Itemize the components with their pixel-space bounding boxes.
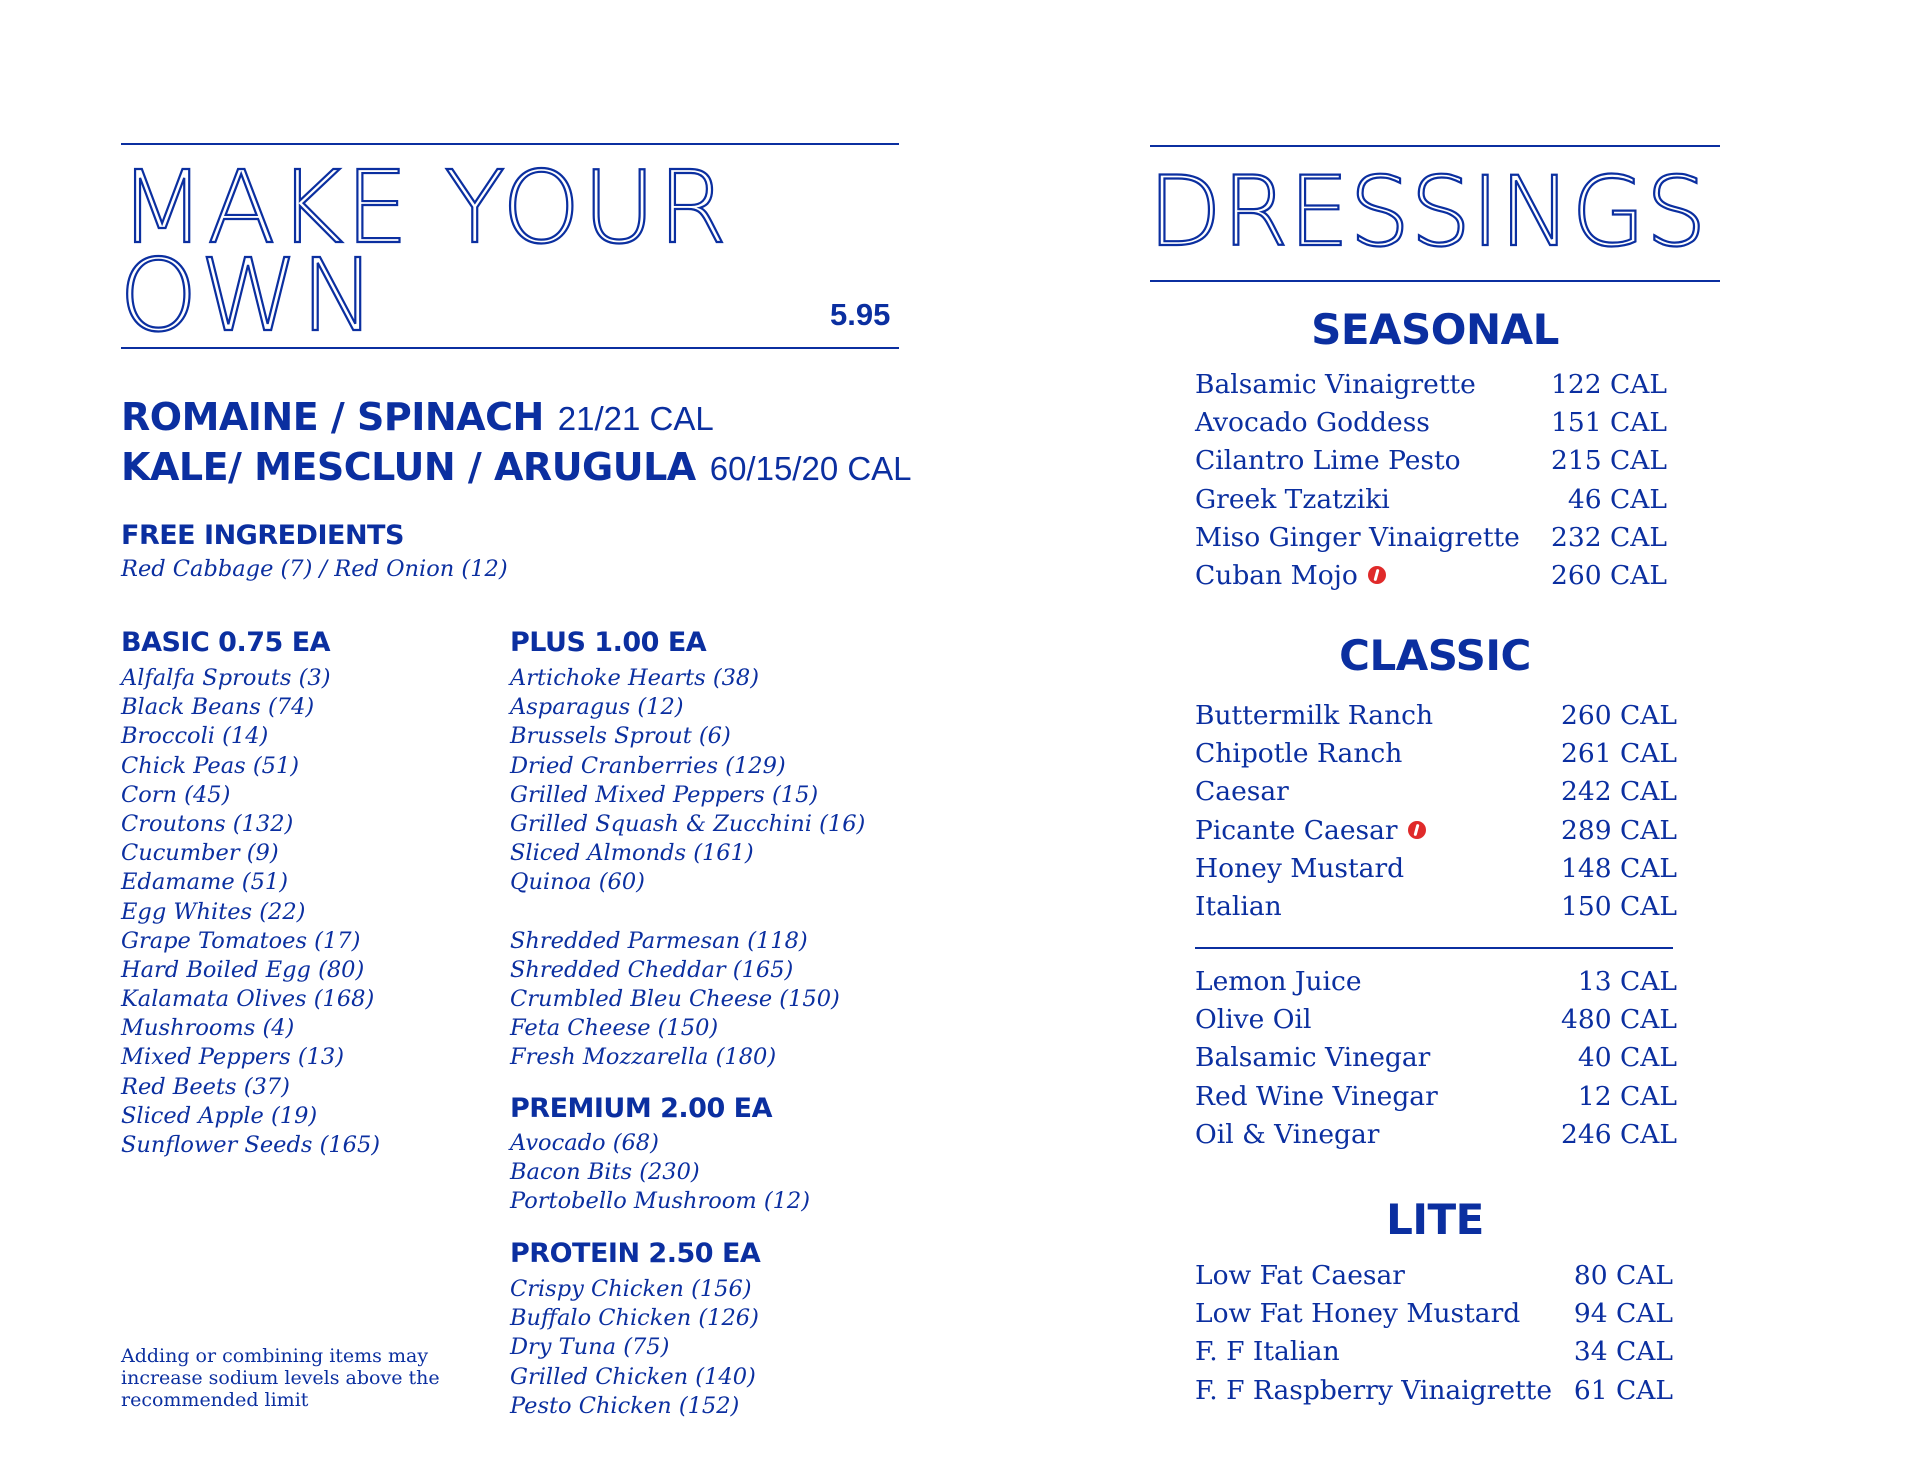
dressing-row xyxy=(1195,812,1675,850)
dressing-name: F. F Raspberry Vinaigrette xyxy=(1195,1374,1552,1406)
dressing-name: Cilantro Lime Pesto xyxy=(1195,445,1461,477)
greens-list xyxy=(121,393,912,493)
greens-name: KALE/ MESCLUN / ARUGULA xyxy=(121,445,696,489)
chili-pepper-icon xyxy=(1368,566,1386,584)
dressing-name: Olive Oil xyxy=(1195,1004,1312,1036)
ingredient-item: Red Beets (37) xyxy=(121,1073,290,1100)
dressing-row xyxy=(1195,481,1675,519)
dressing-row xyxy=(1195,1039,1675,1077)
classic-heading: CLASSIC xyxy=(1339,631,1531,680)
ingredient-item: Chick Peas (51) xyxy=(121,752,300,779)
ingredient-item: Portobello Mushroom (12) xyxy=(510,1188,811,1215)
dressing-row xyxy=(1195,1257,1675,1295)
dressing-name: Balsamic Vinegar xyxy=(1195,1042,1431,1074)
ingredient-item: Grilled Mixed Peppers (15) xyxy=(510,781,819,808)
dressing-name: Caesar xyxy=(1195,776,1289,808)
dressing-name: Low Fat Honey Mustard xyxy=(1195,1298,1521,1330)
oil-vinegar-list xyxy=(1195,963,1675,1154)
free-ingredients-heading: FREE INGREDIENTS xyxy=(121,520,404,551)
make-your-own-title-line2: OWN xyxy=(119,237,378,354)
dressing-name: Red Wine Vinegar xyxy=(1195,1080,1438,1112)
ingredient-item: Crispy Chicken (156) xyxy=(510,1276,752,1302)
dressing-name: Avocado Goddess xyxy=(1195,407,1430,439)
ingredient-item: Pesto Chicken (152) xyxy=(510,1392,740,1419)
ingredient-item: Grape Tomatoes (17) xyxy=(121,927,361,954)
ingredient-item: Avocado (68) xyxy=(510,1130,659,1156)
dressing-calories: 61 CAL xyxy=(1573,1374,1673,1406)
bottom-rule-right xyxy=(1150,280,1720,282)
dressing-calories: 94 CAL xyxy=(1573,1298,1673,1330)
dressing-row xyxy=(1195,888,1675,926)
dressing-name: Low Fat Caesar xyxy=(1195,1260,1405,1291)
dressing-calories: 232 CAL xyxy=(1550,521,1667,553)
dressing-row xyxy=(1195,557,1675,595)
ingredient-item: Dried Cranberries (129) xyxy=(510,752,786,779)
base-price: 5.95 xyxy=(830,297,891,332)
dressing-row xyxy=(1195,963,1675,1001)
ingredient-item: Alfalfa Sprouts (3) xyxy=(121,665,331,691)
dressing-calories: 150 CAL xyxy=(1560,890,1677,922)
ingredient-item: Croutons (132) xyxy=(121,810,294,837)
dressing-calories: 46 CAL xyxy=(1567,483,1667,515)
dressing-row xyxy=(1195,850,1675,888)
dressing-calories: 12 CAL xyxy=(1577,1080,1677,1112)
ingredient-item: Shredded Cheddar (165) xyxy=(510,956,794,983)
dressing-calories: 40 CAL xyxy=(1577,1042,1677,1074)
basic-heading: BASIC 0.75 EA xyxy=(121,627,331,658)
ingredient-item: Egg Whites (22) xyxy=(121,898,306,925)
ingredient-item: Corn (45) xyxy=(121,781,231,808)
plus-items xyxy=(510,664,865,1073)
sodium-note: Adding or combining items may increase sodium levels above the recommended limit xyxy=(121,1345,440,1411)
ingredient-item: Dry Tuna (75) xyxy=(510,1334,670,1361)
free-ingredients-items: Red Cabbage (7) / Red Onion (12) xyxy=(121,556,508,582)
dressing-row xyxy=(1195,1078,1675,1116)
ingredient-item: Grilled Squash & Zucchini (16) xyxy=(510,810,866,837)
protein-items xyxy=(510,1275,759,1421)
dressing-row xyxy=(1195,1001,1675,1039)
top-rule-left xyxy=(121,143,899,145)
dressing-row xyxy=(1195,1116,1675,1154)
dressing-row xyxy=(1195,442,1675,480)
ingredient-item: Kalamata Olives (168) xyxy=(121,986,375,1013)
dressings-title: DRESSINGS xyxy=(1148,156,1707,268)
list-spacer xyxy=(510,898,865,927)
dressing-calories: 480 CAL xyxy=(1560,1004,1677,1036)
dressing-row xyxy=(1195,1372,1675,1410)
dressing-calories: 151 CAL xyxy=(1550,407,1667,439)
dressing-row xyxy=(1195,366,1675,404)
plus-heading: PLUS 1.00 EA xyxy=(510,627,707,658)
top-rule-right xyxy=(1150,145,1720,147)
dressing-name: Miso Ginger Vinaigrette xyxy=(1195,521,1520,553)
dressing-calories: 80 CAL xyxy=(1573,1260,1673,1291)
ingredient-item: Mixed Peppers (13) xyxy=(121,1044,345,1071)
seasonal-dressings xyxy=(1195,366,1675,595)
ingredient-item: Shredded Parmesan (118) xyxy=(510,927,808,954)
dressing-calories: 289 CAL xyxy=(1560,814,1677,846)
dressing-name: Cuban Mojo xyxy=(1195,559,1358,591)
greens-row xyxy=(121,443,912,493)
dressing-calories: 260 CAL xyxy=(1550,559,1667,591)
dressing-row xyxy=(1195,697,1675,735)
ingredient-item: Grilled Chicken (140) xyxy=(510,1363,756,1390)
dressing-row xyxy=(1195,735,1675,773)
dressing-calories: 261 CAL xyxy=(1560,738,1677,770)
dressing-name: Oil & Vinegar xyxy=(1195,1118,1380,1150)
ingredient-item: Fresh Mozzarella (180) xyxy=(510,1044,777,1071)
dressing-calories: 122 CAL xyxy=(1550,369,1667,400)
dressing-name: Italian xyxy=(1195,890,1282,922)
ingredient-item: Crumbled Bleu Cheese (150) xyxy=(510,986,840,1013)
chili-pepper-icon xyxy=(1408,821,1426,839)
lite-heading: LITE xyxy=(1386,1195,1484,1244)
dressing-calories: 246 CAL xyxy=(1560,1118,1677,1150)
dressing-name: Picante Caesar xyxy=(1195,814,1398,846)
greens-name: ROMAINE / SPINACH xyxy=(121,395,544,439)
dressing-calories: 260 CAL xyxy=(1560,700,1677,731)
premium-items xyxy=(510,1129,810,1217)
dressing-calories: 148 CAL xyxy=(1560,852,1677,884)
ingredient-item: Artichoke Hearts (38) xyxy=(510,665,760,691)
dressing-calories: 34 CAL xyxy=(1573,1336,1673,1368)
premium-heading: PREMIUM 2.00 EA xyxy=(510,1093,772,1124)
dressing-name: Lemon Juice xyxy=(1195,966,1362,997)
dressing-row xyxy=(1195,1295,1675,1333)
bottom-rule-left xyxy=(121,347,899,349)
classic-dressings xyxy=(1195,697,1675,926)
ingredient-item: Bacon Bits (230) xyxy=(510,1159,700,1186)
ingredient-item: Cucumber (9) xyxy=(121,840,279,867)
ingredient-item: Asparagus (12) xyxy=(510,694,684,721)
dressing-name: Greek Tzatziki xyxy=(1195,483,1390,515)
dressing-row xyxy=(1195,404,1675,442)
ingredient-item: Buffalo Chicken (126) xyxy=(510,1305,759,1332)
lite-dressings xyxy=(1195,1257,1675,1410)
ingredient-item: Feta Cheese (150) xyxy=(510,1015,719,1042)
seasonal-heading: SEASONAL xyxy=(1311,305,1559,354)
greens-cal: 21/21 CAL xyxy=(557,400,714,437)
ingredient-item: Mushrooms (4) xyxy=(121,1015,295,1042)
ingredient-item: Sunflower Seeds (165) xyxy=(121,1132,381,1158)
ingredient-item: Quinoa (60) xyxy=(510,869,645,896)
classic-divider xyxy=(1195,947,1673,949)
greens-cal: 60/15/20 CAL xyxy=(709,450,912,487)
dressing-name: Balsamic Vinaigrette xyxy=(1195,369,1476,400)
ingredient-item: Sliced Almonds (161) xyxy=(510,840,754,867)
greens-row xyxy=(121,393,912,443)
basic-items xyxy=(121,664,380,1160)
dressing-name: F. F Italian xyxy=(1195,1336,1340,1368)
ingredient-item: Black Beans (74) xyxy=(121,694,315,721)
dressing-row xyxy=(1195,519,1675,557)
dressing-row xyxy=(1195,773,1675,811)
ingredient-item: Broccoli (14) xyxy=(121,723,269,750)
dressing-name: Honey Mustard xyxy=(1195,852,1405,884)
ingredient-item: Edamame (51) xyxy=(121,869,288,896)
dressing-row xyxy=(1195,1333,1675,1371)
ingredient-item: Sliced Apple (19) xyxy=(121,1102,318,1129)
dressing-name: Chipotle Ranch xyxy=(1195,738,1403,770)
dressing-calories: 242 CAL xyxy=(1560,776,1677,808)
dressing-name: Buttermilk Ranch xyxy=(1195,700,1434,731)
dressing-calories: 215 CAL xyxy=(1550,445,1667,477)
make-your-own-title-line1: MAKE YOUR xyxy=(119,149,730,266)
dressing-calories: 13 CAL xyxy=(1577,966,1677,997)
ingredient-item: Hard Boiled Egg (80) xyxy=(121,956,365,983)
protein-heading: PROTEIN 2.50 EA xyxy=(510,1238,761,1269)
ingredient-item: Brussels Sprout (6) xyxy=(510,723,731,750)
